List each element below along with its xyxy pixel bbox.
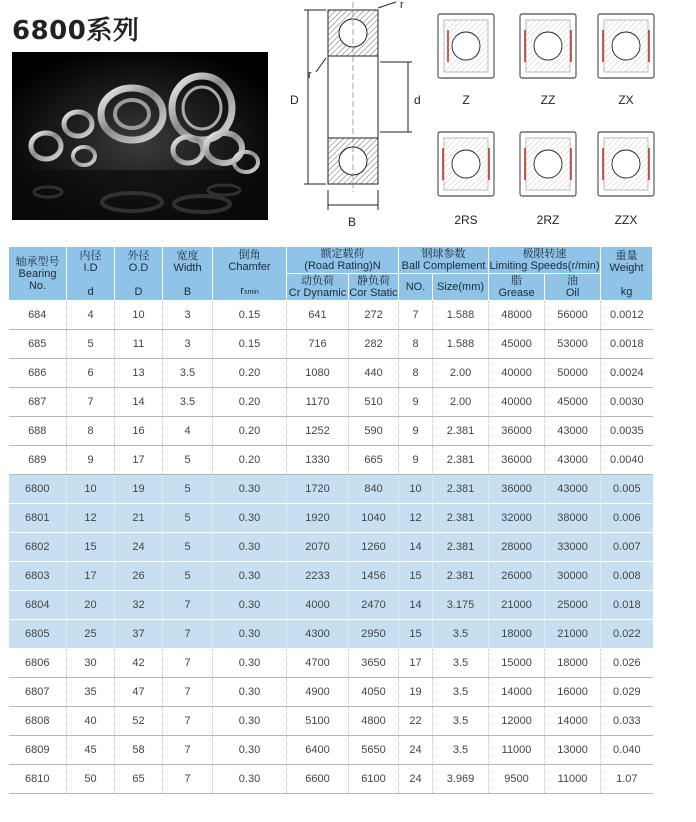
cell-balls: 9 (399, 446, 433, 475)
cell-d: 30 (67, 649, 115, 678)
cell-no: 6807 (9, 678, 67, 707)
cell-kg: 0.0030 (601, 388, 653, 417)
header-cr-dynamic: 动负荷 Cr Dynamic (287, 274, 349, 301)
cell-no: 6808 (9, 707, 67, 736)
cell-B: 7 (163, 591, 213, 620)
cell-B: 3.5 (163, 388, 213, 417)
cell-D: 14 (115, 388, 163, 417)
cell-cor: 272 (349, 301, 399, 330)
cell-d: 17 (67, 562, 115, 591)
table-row (9, 446, 653, 475)
cell-kg: 0.007 (601, 533, 653, 562)
cell-oil: 18000 (545, 649, 601, 678)
cell-D: 21 (115, 504, 163, 533)
cell-r: 0.30 (213, 591, 287, 620)
header-load-rating: 额定载荷 (Road Rating)N (287, 247, 399, 274)
cell-kg: 0.029 (601, 678, 653, 707)
cell-B: 5 (163, 475, 213, 504)
cell-r: 0.20 (213, 388, 287, 417)
cell-d: 8 (67, 417, 115, 446)
cell-oil: 43000 (545, 475, 601, 504)
cell-no: 688 (9, 417, 67, 446)
cell-size: 3.175 (433, 591, 489, 620)
cell-cor: 590 (349, 417, 399, 446)
cell-cor: 3650 (349, 649, 399, 678)
bearing-product-photo (12, 52, 268, 220)
cell-d: 45 (67, 736, 115, 765)
cell-grease: 15000 (489, 649, 545, 678)
cell-kg: 0.040 (601, 736, 653, 765)
cell-balls: 22 (399, 707, 433, 736)
cell-oil: 45000 (545, 388, 601, 417)
cell-r: 0.30 (213, 678, 287, 707)
cell-d: 25 (67, 620, 115, 649)
cell-balls: 8 (399, 330, 433, 359)
cell-no: 6804 (9, 591, 67, 620)
header-bearing-no: 轴承型号 Bearing No. (9, 247, 67, 301)
cell-balls: 7 (399, 301, 433, 330)
cell-D: 13 (115, 359, 163, 388)
cell-balls: 15 (399, 620, 433, 649)
cell-size: 2.381 (433, 533, 489, 562)
cell-cor: 510 (349, 388, 399, 417)
cell-cr: 1330 (287, 446, 349, 475)
cell-r: 0.30 (213, 504, 287, 533)
cell-cr: 4300 (287, 620, 349, 649)
cell-oil: 53000 (545, 330, 601, 359)
cell-d: 12 (67, 504, 115, 533)
cell-D: 47 (115, 678, 163, 707)
cell-r: 0.20 (213, 359, 287, 388)
cell-kg: 0.026 (601, 649, 653, 678)
cell-kg: 0.008 (601, 562, 653, 591)
cell-r: 0.30 (213, 736, 287, 765)
cell-cr: 1252 (287, 417, 349, 446)
cell-grease: 36000 (489, 446, 545, 475)
cell-cr: 4700 (287, 649, 349, 678)
cell-cor: 665 (349, 446, 399, 475)
cell-d: 7 (67, 388, 115, 417)
cross-section-drawing (304, 2, 412, 210)
cell-B: 5 (163, 446, 213, 475)
cell-kg: 0.0024 (601, 359, 653, 388)
cell-grease: 14000 (489, 678, 545, 707)
cell-r: 0.30 (213, 620, 287, 649)
cell-d: 15 (67, 533, 115, 562)
cell-D: 65 (115, 765, 163, 794)
cell-D: 11 (115, 330, 163, 359)
cell-grease: 40000 (489, 388, 545, 417)
cell-grease: 28000 (489, 533, 545, 562)
cell-B: 7 (163, 765, 213, 794)
cell-cr: 2070 (287, 533, 349, 562)
cell-balls: 9 (399, 388, 433, 417)
cell-cr: 1720 (287, 475, 349, 504)
cell-size: 2.00 (433, 359, 489, 388)
cell-d: 35 (67, 678, 115, 707)
cell-B: 4 (163, 417, 213, 446)
cell-r: 0.20 (213, 417, 287, 446)
cell-cor: 4800 (349, 707, 399, 736)
cell-kg: 0.0040 (601, 446, 653, 475)
cell-no: 6805 (9, 620, 67, 649)
cell-size: 1.588 (433, 301, 489, 330)
cell-cor: 4050 (349, 678, 399, 707)
cell-B: 7 (163, 678, 213, 707)
cell-no: 6801 (9, 504, 67, 533)
cell-balls: 19 (399, 678, 433, 707)
bearing-dimension-diagram (278, 0, 696, 238)
cell-oil: 43000 (545, 417, 601, 446)
cell-d: 20 (67, 591, 115, 620)
cell-oil: 13000 (545, 736, 601, 765)
cell-kg: 0.018 (601, 591, 653, 620)
cell-kg: 0.0012 (601, 301, 653, 330)
cell-balls: 10 (399, 475, 433, 504)
cell-d: 9 (67, 446, 115, 475)
header-oil: 油 Oil (545, 274, 601, 301)
cell-D: 16 (115, 417, 163, 446)
cell-r: 0.30 (213, 707, 287, 736)
cell-d: 10 (67, 475, 115, 504)
cell-D: 10 (115, 301, 163, 330)
cell-balls: 14 (399, 533, 433, 562)
cell-kg: 0.006 (601, 504, 653, 533)
header-grease: 脂 Grease (489, 274, 545, 301)
cell-cr: 4900 (287, 678, 349, 707)
cell-D: 26 (115, 562, 163, 591)
cell-B: 7 (163, 736, 213, 765)
header-weight: 重量 Weight kg (601, 247, 653, 301)
cell-D: 19 (115, 475, 163, 504)
cell-kg: 0.022 (601, 620, 653, 649)
table-row (9, 359, 653, 388)
table-row (9, 504, 653, 533)
table-row (9, 707, 653, 736)
cell-size: 2.381 (433, 417, 489, 446)
cell-no: 6803 (9, 562, 67, 591)
cell-cr: 2233 (287, 562, 349, 591)
cell-D: 24 (115, 533, 163, 562)
cell-grease: 11000 (489, 736, 545, 765)
label-outer-diameter: D (290, 93, 299, 107)
cell-cr: 1170 (287, 388, 349, 417)
table-row (9, 301, 653, 330)
cell-r: 0.30 (213, 533, 287, 562)
cell-B: 3.5 (163, 359, 213, 388)
header-width: 宽度 Width B (163, 247, 213, 301)
cell-cor: 440 (349, 359, 399, 388)
cell-size: 3.5 (433, 678, 489, 707)
cell-cor: 6100 (349, 765, 399, 794)
variant-label-z: Z (462, 93, 470, 107)
cell-size: 2.00 (433, 388, 489, 417)
cell-oil: 33000 (545, 533, 601, 562)
header-outer-diameter: 外径 O.D D (115, 247, 163, 301)
cell-cor: 2950 (349, 620, 399, 649)
cell-oil: 30000 (545, 562, 601, 591)
variant-label-zzx: ZZX (614, 213, 638, 227)
cell-no: 6806 (9, 649, 67, 678)
cell-cr: 641 (287, 301, 349, 330)
cell-D: 17 (115, 446, 163, 475)
cell-D: 32 (115, 591, 163, 620)
cell-B: 7 (163, 649, 213, 678)
header-ball-size: Size(mm) (433, 274, 489, 301)
cell-B: 3 (163, 330, 213, 359)
header-ball-no: NO. (399, 274, 433, 301)
table-row (9, 649, 653, 678)
cell-d: 40 (67, 707, 115, 736)
cell-no: 6802 (9, 533, 67, 562)
cell-grease: 45000 (489, 330, 545, 359)
cell-balls: 14 (399, 591, 433, 620)
cell-no: 685 (9, 330, 67, 359)
cell-cor: 1040 (349, 504, 399, 533)
cell-D: 42 (115, 649, 163, 678)
table-row (9, 330, 653, 359)
cell-balls: 24 (399, 765, 433, 794)
cell-no: 6810 (9, 765, 67, 794)
variant-label-2rs: 2RS (454, 213, 478, 227)
cell-balls: 9 (399, 417, 433, 446)
cell-D: 37 (115, 620, 163, 649)
cell-oil: 56000 (545, 301, 601, 330)
cell-size: 3.5 (433, 649, 489, 678)
cell-grease: 21000 (489, 591, 545, 620)
cell-B: 3 (163, 301, 213, 330)
cell-cor: 840 (349, 475, 399, 504)
label-width: B (348, 215, 357, 229)
cell-size: 3.5 (433, 707, 489, 736)
cell-cr: 6600 (287, 765, 349, 794)
cell-kg: 0.0035 (601, 417, 653, 446)
header-ball-complement: 钢球参数 Ball Complement (399, 247, 489, 274)
table-row (9, 562, 653, 591)
cell-d: 50 (67, 765, 115, 794)
label-r-outer: r (400, 0, 404, 11)
cell-balls: 15 (399, 562, 433, 591)
cell-cor: 282 (349, 330, 399, 359)
label-inner-diameter: d (414, 93, 421, 107)
cell-kg: 0.033 (601, 707, 653, 736)
cell-cor: 2470 (349, 591, 399, 620)
cell-size: 2.381 (433, 504, 489, 533)
table-row (9, 620, 653, 649)
table-body (9, 301, 653, 794)
cell-B: 5 (163, 562, 213, 591)
table-row (9, 736, 653, 765)
cell-B: 5 (163, 533, 213, 562)
cell-no: 6800 (9, 475, 67, 504)
cell-grease: 9500 (489, 765, 545, 794)
cell-grease: 36000 (489, 475, 545, 504)
cell-size: 2.381 (433, 562, 489, 591)
table-row (9, 765, 653, 794)
variant-label-zx: ZX (618, 93, 634, 107)
header-cor-static: 静负荷 Cor Static (349, 275, 398, 299)
page-title: 6800系列 (12, 16, 140, 46)
cell-cor: 5650 (349, 736, 399, 765)
cell-oil: 21000 (545, 620, 601, 649)
cell-cor: 1456 (349, 562, 399, 591)
cell-r: 0.15 (213, 301, 287, 330)
header-row-top (9, 247, 653, 274)
cell-size: 3.5 (433, 736, 489, 765)
table-row (9, 678, 653, 707)
cell-no: 6809 (9, 736, 67, 765)
cell-balls: 24 (399, 736, 433, 765)
cell-r: 0.30 (213, 649, 287, 678)
cell-r: 0.30 (213, 765, 287, 794)
cell-no: 689 (9, 446, 67, 475)
table-row (9, 417, 653, 446)
table-row (9, 388, 653, 417)
cell-cr: 5100 (287, 707, 349, 736)
cell-balls: 8 (399, 359, 433, 388)
cell-kg: 0.0018 (601, 330, 653, 359)
cell-B: 7 (163, 707, 213, 736)
cell-grease: 40000 (489, 359, 545, 388)
cell-r: 0.30 (213, 562, 287, 591)
cell-d: 6 (67, 359, 115, 388)
cell-grease: 12000 (489, 707, 545, 736)
cell-balls: 12 (399, 504, 433, 533)
cell-oil: 50000 (545, 359, 601, 388)
cell-oil: 11000 (545, 765, 601, 794)
cell-cor: 1260 (349, 533, 399, 562)
cell-r: 0.20 (213, 446, 287, 475)
cell-cr: 716 (287, 330, 349, 359)
variant-label-zz: ZZ (540, 93, 556, 107)
variant-label-2rz: 2RZ (536, 213, 560, 227)
cell-oil: 43000 (545, 446, 601, 475)
cell-d: 4 (67, 301, 115, 330)
cell-B: 7 (163, 620, 213, 649)
cell-oil: 14000 (545, 707, 601, 736)
label-r-inner: r (308, 69, 312, 81)
cell-size: 3.5 (433, 620, 489, 649)
header-limiting-speeds: 极限转速 Limiting Speeds(r/min) (489, 248, 600, 272)
cell-grease: 26000 (489, 562, 545, 591)
cell-D: 58 (115, 736, 163, 765)
cell-no: 687 (9, 388, 67, 417)
table-row (9, 475, 653, 504)
cell-size: 3.969 (433, 765, 489, 794)
cell-cr: 4000 (287, 591, 349, 620)
cell-no: 686 (9, 359, 67, 388)
cell-B: 5 (163, 504, 213, 533)
header-chamfer: 倒角 Chamfer rsmin (213, 247, 287, 301)
cell-grease: 48000 (489, 301, 545, 330)
cell-grease: 32000 (489, 504, 545, 533)
bearing-spec-table (8, 246, 653, 794)
cell-cr: 6400 (287, 736, 349, 765)
cell-oil: 25000 (545, 591, 601, 620)
cell-oil: 16000 (545, 678, 601, 707)
cell-size: 2.381 (433, 446, 489, 475)
cell-grease: 18000 (489, 620, 545, 649)
cell-kg: 0.005 (601, 475, 653, 504)
cell-no: 684 (9, 301, 67, 330)
cell-balls: 17 (399, 649, 433, 678)
cell-d: 5 (67, 330, 115, 359)
cell-cr: 1080 (287, 359, 349, 388)
cell-oil: 38000 (545, 504, 601, 533)
cell-size: 2.381 (433, 475, 489, 504)
cell-kg: 1.07 (601, 765, 653, 794)
cell-cr: 1920 (287, 504, 349, 533)
header-inner-diameter: 内径 I.D d (67, 247, 115, 301)
cell-grease: 36000 (489, 417, 545, 446)
cell-D: 52 (115, 707, 163, 736)
table-row (9, 533, 653, 562)
cell-r: 0.15 (213, 330, 287, 359)
cell-size: 1.588 (433, 330, 489, 359)
table-row (9, 591, 653, 620)
cell-r: 0.30 (213, 475, 287, 504)
